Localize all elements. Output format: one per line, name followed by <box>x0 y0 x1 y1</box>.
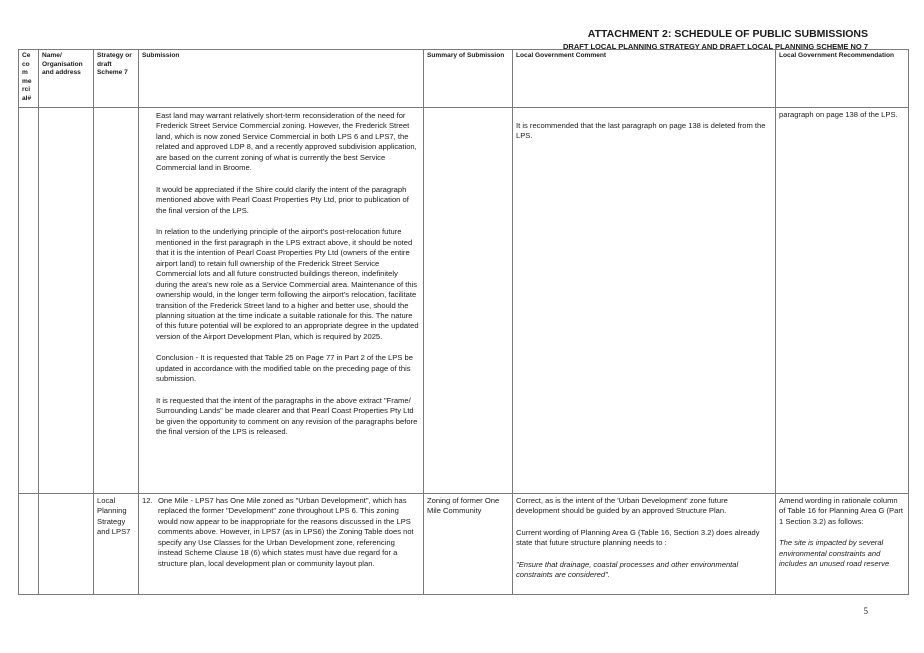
col-header-recommendation: Local Government Recommendation <box>776 50 909 108</box>
col-header-commercial: Ce co m me rci al# <box>19 50 39 108</box>
comment-paragraph: Current wording of Planning Area G (Table 16, Section 3.2) does already state that future structure planning needs to : <box>516 527 760 548</box>
cell-recommendation <box>776 108 909 494</box>
comment-paragraph: It is recommended that the last paragraph on page 138 is deleted from the LPS. <box>516 121 766 141</box>
item-number: 12. <box>142 496 153 505</box>
cell-commercial <box>19 108 39 494</box>
cell-name <box>39 108 94 494</box>
submission-item <box>142 496 420 569</box>
submission-paragraph: Conclusion - It is requested that Table 25 on Page 77 in Part 2 of the LPS be updated in accordance with the modified table on the preceding page of this submission. <box>156 353 413 384</box>
cell-strategy <box>94 108 139 494</box>
cell-summary <box>424 108 513 494</box>
submissions-table <box>18 49 909 595</box>
page-number: 5 <box>863 606 868 616</box>
cell-recommendation <box>776 494 909 595</box>
table-row <box>19 108 909 494</box>
document-subtitle: DRAFT LOCAL PLANNING STRATEGY AND DRAFT LOCAL PLANNING SCHEME NO 7 <box>562 42 868 51</box>
table-header-row <box>19 50 909 108</box>
cell-name <box>39 494 94 595</box>
recommendation-paragraph: paragraph on page 138 of the LPS. <box>779 110 898 119</box>
cell-comment <box>513 494 776 595</box>
col-header-strategy: Strategy or draft Scheme 7 <box>94 50 139 108</box>
cell-submission <box>139 108 424 494</box>
col-header-name: Name/ Organisation and address <box>39 50 94 108</box>
cell-commercial <box>19 494 39 595</box>
submission-text: One Mile - LPS7 has One Mile zoned as "Urban Development", which has replaced the former "Development" zone throughout LPS 6. This zoning would now appear to be inappropriate for the reasons discussed in the LPS comments above. However, in LPS7 (as in LPS6) the Zoning Table does not specify any Use Classes for the Urban Development zone, referencing instead Scheme Clause 18 (6) which states must have due regard for a structure plan, local development plan or community layout plan. <box>158 496 414 568</box>
submission-paragraph: East land may warrant relatively short-term reconsideration of the need for Frederick Street Service Commercial zoning. However, the Frederick Street land, which is now zoned Service Commercial in both LPS 6 and LPS7, the related and approved LDP 8, and a recently approved subdivision application, are based on the current zoning of what is currently the best Service Commercial land in Broome. <box>156 111 417 173</box>
submission-paragraph: In relation to the underlying principle of the airport's post-relocation future mentioned in the first paragraph in the LPS extract above, it should be noted that it is the intention of Pearl Coast Properties Pty Ltd (owners of the entire airport land) to retain full ownership of the Frederick Street Service Commercial lots and all future constructed buildings thereon, indefinitely during the area's new role as a Service Commercial area. Maintenance of this ownership would, in the longer term following the airport's relocation, facilitate transition of the Frederick Street land to a higher and better use, should the planning situation at the time indicate a suitable rationale for this. The nature of this future potential will be explored to an appropriate degree in the updated version of the Airport Development Plan, which is required by 2025. <box>156 227 419 341</box>
cell-submission <box>139 494 424 595</box>
col-header-comment: Local Government Comment <box>513 50 776 108</box>
document-title: ATTACHMENT 2: SCHEDULE OF PUBLIC SUBMISSIONS <box>587 28 868 40</box>
submission-paragraph: It would be appreciated if the Shire could clarify the intent of the paragraph mentioned above with Pearl Coast Properties Pty Ltd, prior to publication of the final version of the LPS. <box>156 184 409 215</box>
comment-paragraph: Correct, as is the intent of the 'Urban Development' zone future development should be guided by an approved Structure Plan. <box>516 496 728 516</box>
comment-quote: "Ensure that drainage, coastal processes and other environmental constraints are considered". <box>516 559 739 580</box>
col-header-summary: Summary of Submission <box>424 50 513 108</box>
table-row <box>19 494 909 595</box>
cell-strategy: Local Planning Strategy and LPS7 <box>94 494 139 595</box>
submission-paragraph: It is requested that the intent of the paragraphs in the above extract "Frame/ Surrounding Lands" be made clearer and that Pearl Coast Properties Pty Ltd be given the opportunity to comment on any revision of the paragraphs before the final version of the LPS is released. <box>156 395 418 437</box>
recommendation-quote: The site is impacted by several environmental constraints and includes an unused road reserve <box>779 538 890 569</box>
cell-summary: Zoning of former One Mile Community <box>424 494 513 595</box>
col-header-submission: Submission <box>139 50 424 108</box>
cell-comment <box>513 108 776 494</box>
recommendation-paragraph: Amend wording in rationale column of Table 16 for Planning Area G (Part 1 Section 3.2) as follows: <box>779 496 903 526</box>
